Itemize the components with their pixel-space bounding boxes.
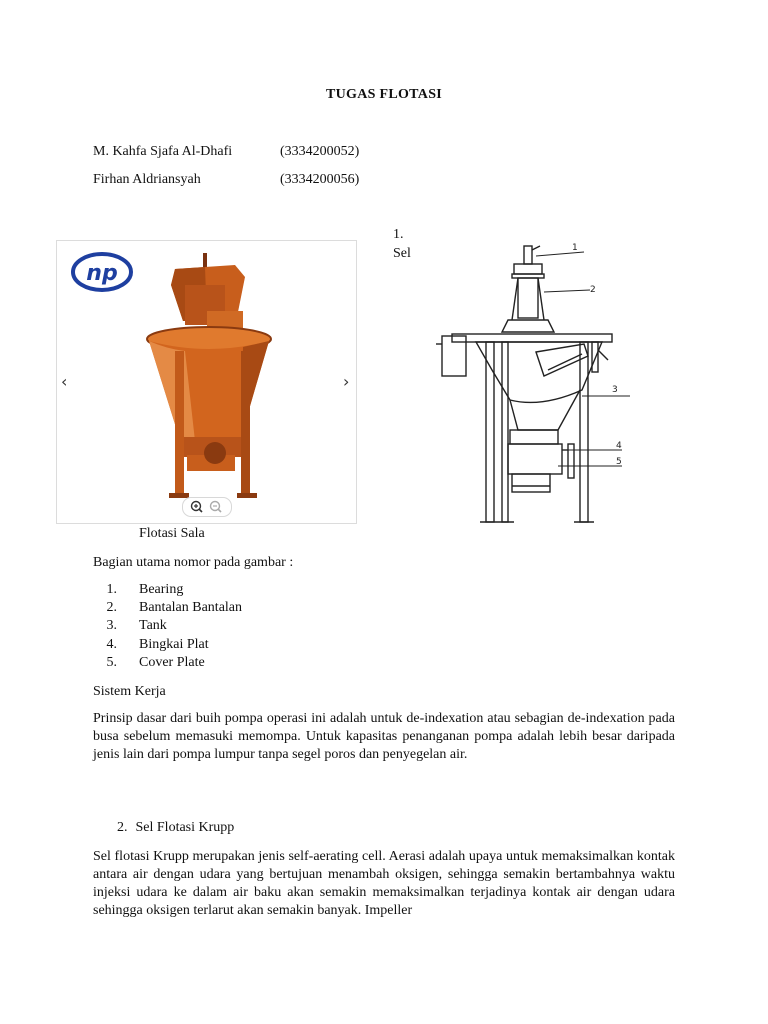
list-item [93,617,242,635]
list-item [93,599,242,617]
section2-number: 2. [117,820,128,835]
author-nim: (3334200052) [280,144,360,159]
list-text: Bingkai Plat [139,636,209,652]
list-item [93,654,242,672]
author-row [93,144,359,160]
zoom-controls [182,497,232,517]
list-item [93,581,242,599]
author-nim: (3334200056) [280,172,360,187]
author-name: Firhan Aldriansyah [93,172,201,187]
chevron-right-icon[interactable]: › [343,372,350,391]
np-logo [73,254,131,290]
pump-photo-panel [56,240,357,524]
system-paragraph: Prinsip dasar dari buih pompa operasi ini adalah untuk de-indexation atau sebagian de-indexation pada busa sebelum memasuki memompa. Untuk kapasitas penanganan pompa adalah lebih besar daripada jenis lain dari pompa lumpur tanpa segel poros dan penyegelan air. [93,711,675,762]
diagram-label-3: 3 [612,385,618,395]
section2-heading [117,820,234,836]
pump-illustration [147,253,271,498]
list-number: 2. [106,600,117,616]
author-name: M. Kahfa Sjafa Al-Dhafi [93,144,233,159]
pump-technical-diagram [432,240,632,530]
list-text: Bantalan Bantalan [139,600,243,616]
list-number: 5. [106,654,117,670]
section2-title: Sel Flotasi Krupp [135,820,235,835]
list-text: Tank [139,618,167,634]
document-title: TUGAS FLOTASI [325,87,443,102]
photo-caption: Flotasi Sala [139,526,205,541]
list-number: 4. [106,636,117,652]
list-number: 3. [106,618,117,634]
zoom-in-icon[interactable] [192,502,203,513]
list-text: Bearing [139,582,184,597]
list-text: Cover Plate [139,654,205,670]
chevron-left-icon[interactable]: ‹ [61,372,68,391]
system-heading: Sistem Kerja [93,684,166,699]
parts-list [93,581,242,672]
section-number: 1. [393,227,404,242]
zoom-out-icon[interactable] [211,502,222,513]
diagram-label-4: 4 [616,441,622,451]
list-item [93,636,242,654]
parts-intro: Bagian utama nomor pada gambar : [93,555,294,570]
list-number: 1. [106,582,117,597]
diagram-label-1: 1 [572,243,578,253]
np-logo-text: np [86,261,118,286]
section-label: Sel [393,246,411,261]
diagram-label-2: 2 [590,285,596,295]
author-row [93,172,359,188]
diagram-label-5: 5 [616,457,622,467]
pump-photo [57,241,356,523]
section2-paragraph: Sel flotasi Krupp merupakan jenis self-aerating cell. Aerasi adalah upaya untuk memaksimalkan kontak antara air dengan udara yang bertujuan menambah oksigen, sehingga semakin bertambahnya waktu injeksi udara ke dalam air baku akan semakin memaksimalkan terjadinya kontak air dengan udara sehingga oksigen terlarut akan semakin banyak. Impeller [93,849,675,918]
